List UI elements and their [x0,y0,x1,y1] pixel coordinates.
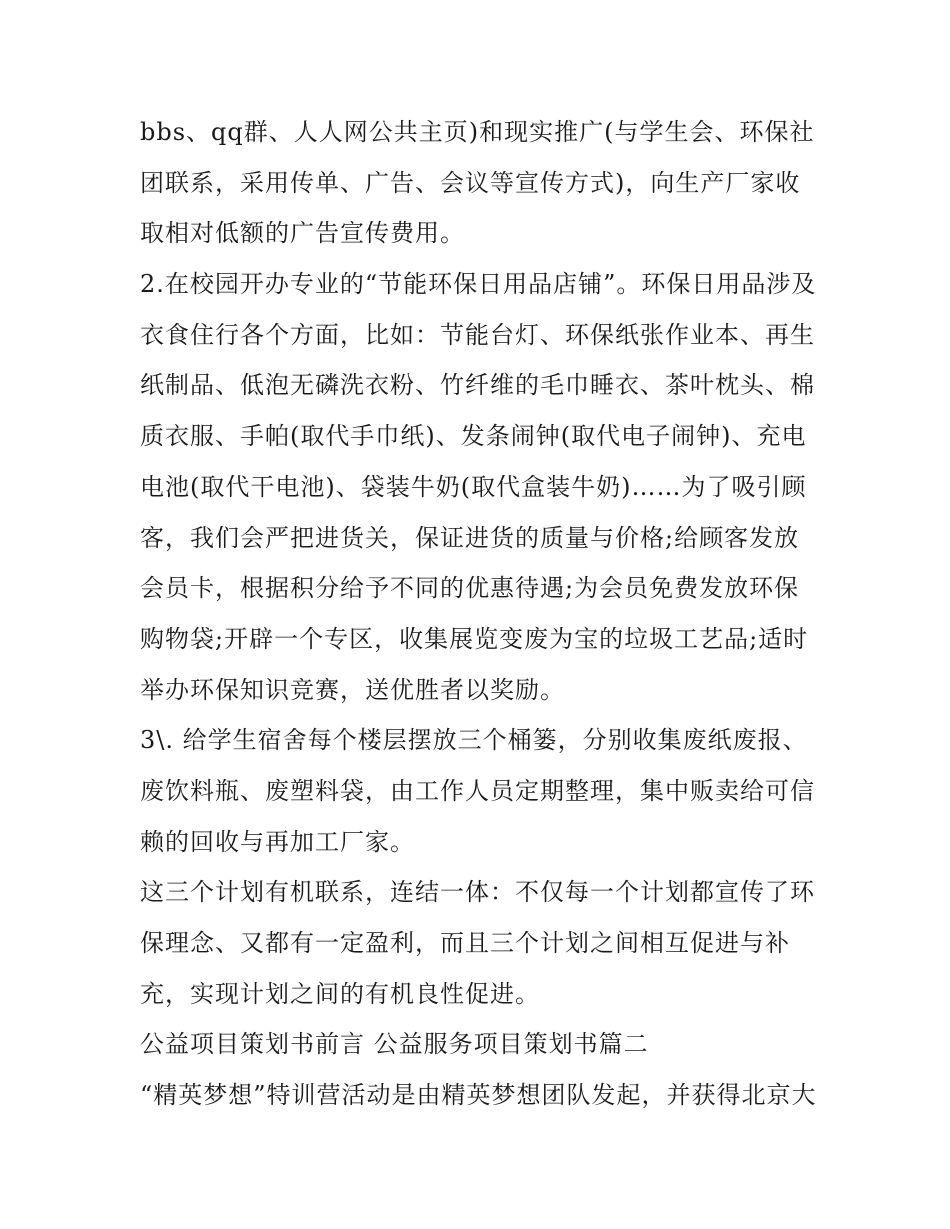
text-line: bbs、qq群、人人网公共主页)和现实推广(与学生会、环保社 [140,118,815,146]
text-line: 客，我们会严把进货关，保证进货的质量与价格;给顾客发放 [140,523,800,552]
text-line: 充，实现计划之间的有机良性促进。 [140,979,540,1008]
text-line: 取相对低额的广告宣传费用。 [140,219,465,248]
body-text [140,107,820,1121]
text-line: 2.在校园开办专业的“节能环保日用品店铺”。环保日用品涉及 [140,270,817,299]
text-line: 赖的回收与再加工厂家。 [140,827,415,856]
text-line: 这三个计划有机联系，连结一体：不仅每一个计划都宣传了环 [140,878,815,907]
text-line: 举办环保知识竞赛，送优胜者以奖励。 [140,675,565,704]
text-line: 电池(取代干电池)、袋装牛奶(取代盒装牛奶)……为了吸引顾 [140,472,807,501]
text-line: 3\. 给学生宿舍每个楼层摆放三个桶篓，分别收集废纸废报、 [140,726,808,755]
section-heading: 公益项目策划书前言 公益服务项目策划书篇二 [140,1030,649,1059]
text-line: “精英梦想”特训营活动是由精英梦想团队发起，并获得北京大 [140,1081,817,1110]
text-line: 会员卡，根据积分给予不同的优惠待遇;为会员免费发放环保 [140,574,800,603]
text-line: 衣食住行各个方面，比如：节能台灯、环保纸张作业本、再生 [140,320,815,349]
text-line: 质衣服、手帕(取代手巾纸)、发条闹钟(取代电子闹钟)、充电 [140,422,807,451]
text-line: 团联系，采用传单、广告、会议等宣传方式)，向生产厂家收 [140,168,801,197]
text-line: 购物袋;开辟一个专区，收集展览变废为宝的垃圾工艺品;适时 [140,624,809,653]
text-line: 废饮料瓶、废塑料袋，由工作人员定期整理，集中贩卖给可信 [140,776,815,805]
text-line: 保理念、又都有一定盈利，而且三个计划之间相互促进与补 [140,929,790,957]
text-line: 纸制品、低泡无磷洗衣粉、竹纤维的毛巾睡衣、茶叶枕头、棉 [140,371,815,400]
